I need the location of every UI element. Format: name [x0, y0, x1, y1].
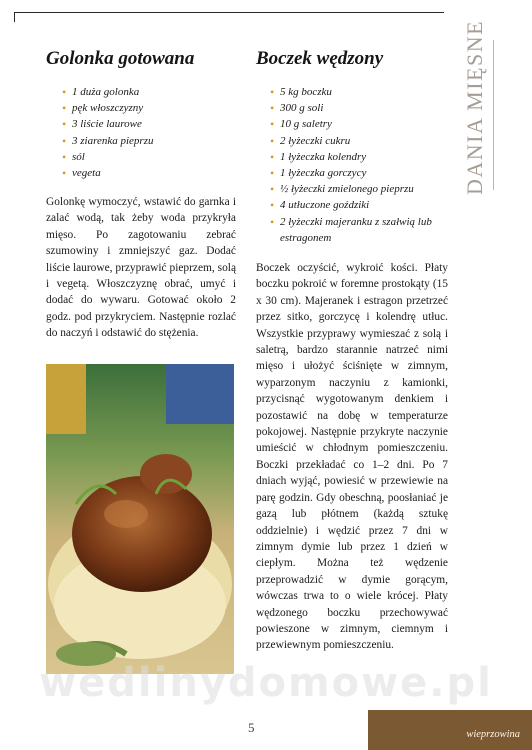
list-item: • 1 łyżeczka gorczycy — [270, 166, 367, 181]
bullet-dot-icon: • — [270, 214, 275, 229]
bullet-dot-icon: • — [62, 101, 67, 116]
bullet-dot-icon: • — [270, 117, 275, 132]
bullet-dot-icon: • — [270, 166, 275, 181]
list-item: • 3 ziarenka pieprzu — [62, 133, 154, 148]
bullet-dot-icon: • — [270, 182, 275, 197]
pork-knuckle-photo — [46, 364, 234, 674]
side-rule — [493, 40, 494, 190]
bullet-dot-icon: • — [270, 198, 275, 213]
page-number: 5 — [248, 720, 255, 735]
list-item: • 1 duża golonka — [62, 85, 140, 99]
right-recipe-instructions: Boczek oczyścić, wykroić kości. Płaty boczku pokroić w foremne prostokąty (15 x 30 cm). Majeranek i estragon przetrzeć przez sitko, gorczycę i kolendrę utłuc. Wszystkie przyprawy wymieszać z solą i saletrą, bardzo starannie natrzeć nimi mięso i ułożyć ściśnięte w zimnym, wyparzonym naczyniu z kamionki, przycisnąć wygotowanym denkiem i pozostawić na dobę w temperaturze pokojowej. Następnie przykryte naczynie umieścić w chłodnym pomieszczeniu. Boczki przekładać co 1–2 dni. Po 7 dniach wyjąć, powiesić w przewiewie na parę godzin. Gdy obeschną, poosłaniać je gazą lub płótnem (każdą sztukę oddzielnie) i wędzić przez 7 dni w zimnym dymie lub przez 1 dzień w ciepłym. Można też wędzenie przeprowadzić w dymie gorącym, wówczas trwa to o wiele krócej. Płaty wędzonego boczku przechowywać powieszone w zimnym, ciemnym i przewiewnym pomieszczeniu. — [256, 262, 448, 652]
list-item: • vegeta — [62, 166, 101, 181]
list-item: • ½ łyżeczki zmielonego pieprzu — [270, 182, 414, 197]
left-recipe-instructions: Golonkę wymoczyć, wstawić do garnka i zalać wodą, tak żeby woda przykryła mięso. Po zagotowaniu zebrać szumowiny i zmniejszyć gaz. Dodać liście laurowe, przyprawić pieprzem, solą i vegetą. Włoszczyznę obrać, umyć i dodać do wywaru. Gotować około 2 godz. pod przykryciem. Następnie rozlać do naczyń i odstawić do stężenia. — [46, 196, 236, 340]
bullet-dot-icon: • — [62, 149, 67, 164]
bullet-dot-icon: • — [270, 85, 275, 99]
bullet-dot-icon: • — [270, 101, 275, 116]
left-ingredients-list — [60, 84, 230, 181]
bullet-dot-icon: • — [62, 117, 67, 132]
footer-tab — [368, 710, 532, 750]
list-item: • 300 g soli — [270, 101, 324, 116]
list-item: • 1 łyżeczka kolendry — [270, 149, 367, 164]
list-item: • 2 łyżeczki majeranku z szałwią lub estragonem — [270, 214, 432, 244]
list-item: • 2 łyżeczki cukru — [270, 133, 351, 148]
list-item: • 4 utłuczone goździki — [270, 198, 370, 213]
list-item: • 5 kg boczku — [270, 85, 332, 99]
bullet-dot-icon: • — [62, 133, 67, 148]
watermark: wedlinydomowe.pl — [39, 660, 493, 706]
list-item: • 10 g saletry — [270, 117, 332, 132]
corner-rule — [14, 12, 15, 22]
bullet-dot-icon: • — [62, 85, 67, 99]
footer-label: wieprzowina — [466, 729, 520, 740]
list-item: • sól — [62, 149, 85, 164]
left-recipe-title: Golonka gotowana — [46, 48, 195, 69]
list-item: • 3 liście laurowe — [62, 117, 142, 132]
right-ingredients-list — [268, 84, 438, 246]
bullet-dot-icon: • — [270, 133, 275, 148]
top-rule — [14, 12, 444, 13]
right-recipe-title: Boczek wędzony — [256, 48, 384, 69]
bullet-dot-icon: • — [270, 149, 275, 164]
section-label: DANIA MIĘSNE — [462, 19, 487, 195]
bullet-dot-icon: • — [62, 166, 67, 181]
list-item: • pęk włoszczyzny — [62, 101, 144, 116]
